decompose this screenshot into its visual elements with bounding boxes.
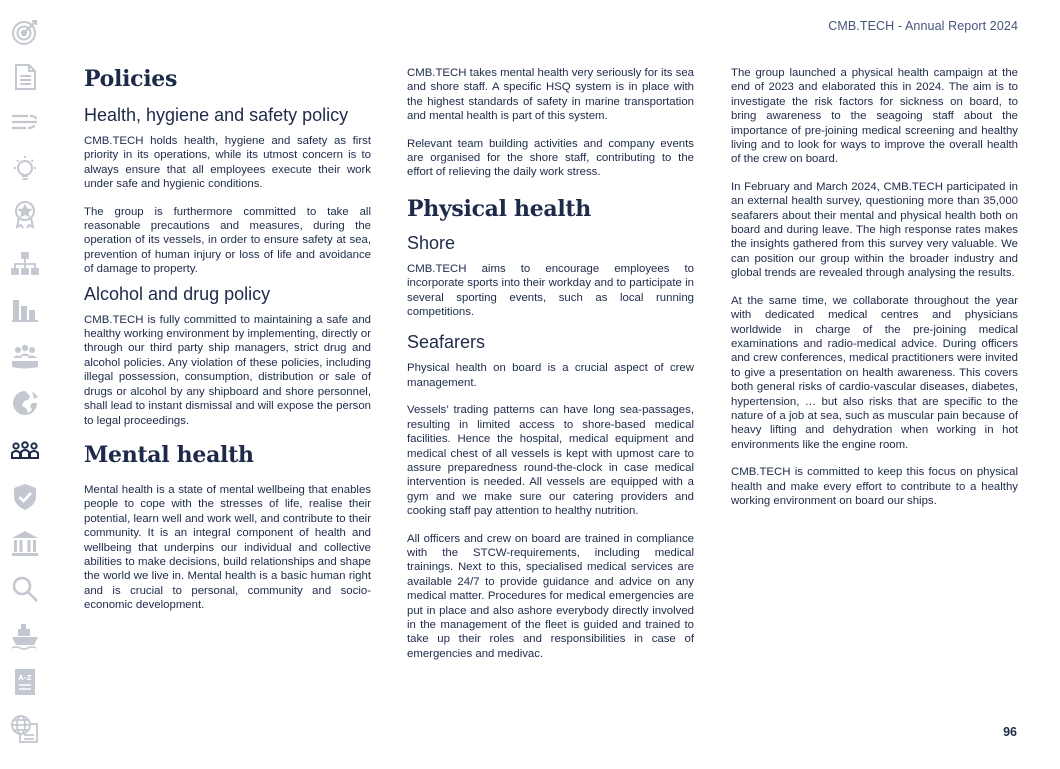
document-icon[interactable] <box>9 61 41 93</box>
award-icon[interactable] <box>9 198 41 230</box>
page-number: 96 <box>1003 725 1017 739</box>
lightbulb-icon[interactable] <box>9 153 41 185</box>
paragraph: CMB.TECH holds health, hygiene and safety as first priority in its operations, while its utmost concern is to always ensure that all employees execute their work under safe and hygienic conditions. <box>84 135 371 191</box>
paragraph: The group is furthermore committed to take all reasonable precautions and measures, during the operation of its vessels, in order to ensure safety at sea, prevention of human injury or loss of life and avoidance of damage to property. <box>84 205 371 276</box>
heading-seafarers: Seafarers <box>407 332 486 353</box>
paragraph: CMB.TECH aims to encourage employees to incorporate sports into their workday and to participate in several sporting events, such as local running competitions. <box>407 262 694 319</box>
glossary-globe-icon[interactable] <box>9 713 41 745</box>
paragraph: CMB.TECH is committed to keep this focus on physical health and make every effort to contribute to a healthy working environment on board our ships. <box>731 466 1018 507</box>
ship-icon[interactable] <box>9 620 41 652</box>
people-group-icon[interactable] <box>9 340 41 372</box>
paragraph: The group launched a physical health campaign at the end of 2023 and elaborated this in 2024. The aim is to investigate the risk factors for sickness on board, to bring awareness to the seagoing staff about the importance of pre-joining medical screening and healthy living and to look for ways to improve the overall health of the crew on board. <box>731 67 1018 166</box>
sidebar-nav <box>0 0 50 769</box>
paragraph: In February and March 2024, CMB.TECH participated in an external health survey, questioning more than 35,000 seafarers about their mental and physical health both on board and during leave. The high response rates makes the insights gathered from this survey very valuable. We can position our group within the broader industry and global trends are revealed through analysing the results. <box>731 180 1018 280</box>
org-chart-icon[interactable] <box>9 248 41 280</box>
heading-health-hygiene-safety: Health, hygiene and safety policy <box>84 105 349 125</box>
paragraph: CMB.TECH takes mental health very seriously for its sea and shore staff. A specific HSQ system is in place with the highest standards of safety in marine transportation and mental health is part of this system. <box>407 67 694 123</box>
magnifier-icon[interactable] <box>9 573 41 605</box>
report-header-title: CMB.TECH - Annual Report 2024 <box>828 19 1018 33</box>
svg-text:A-Z: A-Z <box>18 674 32 682</box>
heading-shore: Shore <box>407 232 456 253</box>
column-2 <box>407 66 694 674</box>
team-icon[interactable] <box>9 434 41 466</box>
paragraph: At the same time, we collaborate throughout the year with dedicated medical centres and physicians worldwide in charge of the pre-joining medical examinations and radio-medical advice. During officers and crew conferences, medical practitioners were invited to give a presentation on health awareness. This covers both general risks of cardio-vascular diseases, diabetes, hypertension, … but also risks that are specific to the nature of a job at sea, such as muscular pain because of heavy lifting and dehydration when working in hot environments like the engine room. <box>731 294 1018 451</box>
section-title-physical-health: Physical health <box>407 195 591 222</box>
paragraph: Relevant team building activities and company events are organised for the shore staff, contributing to the effort of relieving the daily work stress. <box>407 137 694 179</box>
paragraph: Physical health on board is a crucial aspect of crew management. <box>407 362 694 389</box>
a-z-book-icon[interactable] <box>9 666 41 698</box>
section-title-policies: Policies <box>84 66 178 92</box>
paragraph: CMB.TECH is fully committed to maintaining a safe and healthy working environment by implementing, directly or through our third party ship managers, strict drug and alcohol policies. Any violation of these policies, including illegal possession, consumption, distribution or sale of drugs or alcohol by any shipboard and shore personnel, shall lead to instant dismissal and will expose the person to legal proceedings. <box>84 313 371 427</box>
section-title-mental-health: Mental health <box>84 441 254 468</box>
globe-icon[interactable] <box>9 387 41 419</box>
paragraph: All officers and crew on board are trained in compliance with the STCW-requirements, including medical trainings. Next to this, specialised medical services are available 24/7 to provide guidance and advice on any medical matter. Procedures for medical emergencies are put in place and also ashore everybody directly involved in the management of the fleet is guided and trained to take up their roles and responsibilities in case of emergencies and medivac. <box>407 532 694 660</box>
bar-chart-icon[interactable] <box>9 293 41 325</box>
wind-icon[interactable] <box>9 106 41 138</box>
shield-check-icon[interactable] <box>9 481 41 513</box>
heading-alcohol-drug-policy: Alcohol and drug policy <box>84 283 271 304</box>
paragraph: Mental health is a state of mental wellbeing that enables people to cope with the stresses of life, realise their potential, learn well and work well, and contribute to their community. It is an integral component of health and wellbeing that underpins our individual and collective abilities to make decisions, build relationships and shape the world we live in. Mental health is a basic human right and is crucial to personal, community and socio-economic development. <box>84 483 371 612</box>
bank-icon[interactable] <box>9 528 41 560</box>
column-3 <box>731 66 1018 521</box>
target-icon[interactable] <box>9 16 41 48</box>
paragraph: Vessels’ trading patterns can have long sea-passages, resulting in limited access to shore-based medical facilities. Hence the hospital, medical equipment and medical chest of all vessels is kept with upmost care to assure preparedness round-the-clock in case medical intervention is needed. All vessels are equipped with a gym and we make sure our catering providers and cooking staff pay attention to healthy nutrition. <box>407 404 694 518</box>
column-1 <box>84 66 371 626</box>
